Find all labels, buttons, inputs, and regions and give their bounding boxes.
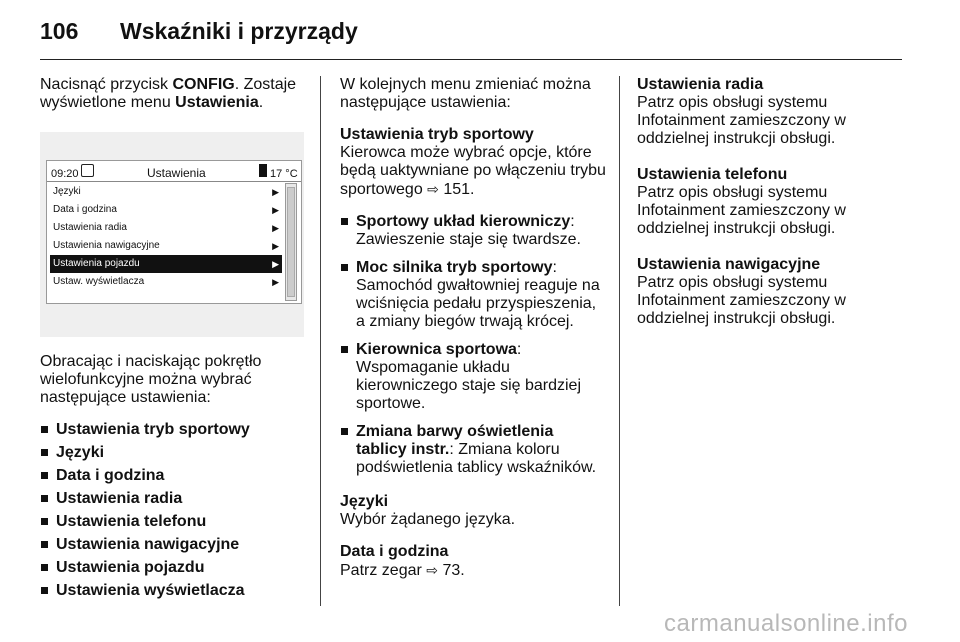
header-rule (40, 59, 902, 60)
page-title: Wskaźniki i przyrządy (120, 17, 358, 44)
languages-heading: Języki (340, 493, 389, 510)
chevron-right-icon: ▶ (272, 223, 279, 233)
screen-menu-item[interactable]: Ustawienia radia ▶ (50, 219, 282, 237)
date-section: Data i godzina Patrz zegar ⇨ 73. (340, 543, 606, 580)
clock-icon (81, 164, 94, 177)
screen-menu-list (50, 183, 282, 291)
page-header (40, 14, 920, 48)
intro-paragraph: Nacisnąć przycisk CONFIG. Zostaje wyświetlone menu Ustawienia. (40, 76, 297, 111)
list-item: Ustawienia telefonu (40, 513, 315, 531)
sport-section: Ustawienia tryb sportowy Kierowca może wybrać opcje, które będą uaktywniane po włączeniu trybu sportowego ⇨ 151. (340, 126, 606, 198)
list-item: Ustawienia radia (40, 490, 315, 508)
list-item: Data i godzina (40, 467, 315, 485)
list-item: Ustawienia wyświetlacza (40, 582, 315, 600)
page-ref-icon: ⇨ (426, 562, 438, 578)
screen-scrollbar[interactable] (285, 183, 297, 301)
chevron-right-icon: ▶ (272, 187, 279, 197)
watermark: carmanualsonline.info (664, 610, 908, 637)
phone-heading: Ustawienia telefonu (637, 166, 788, 183)
screen-temperature: 17 °C (270, 168, 298, 180)
chevron-right-icon: ▶ (272, 259, 279, 269)
navigation-section: Ustawienia nawigacyjne Patrz opis obsługi systemu Infotainment zamieszczony w oddzielnej instrukcji obsługi. (637, 256, 909, 328)
screen-menu-item[interactable]: Ustawienia nawigacyjne ▶ (50, 237, 282, 255)
radio-section: Ustawienia radia Patrz opis obsługi systemu Infotainment zamieszczony w oddzielnej instrukcji obsługi. (637, 76, 909, 148)
list-item: Kierownica sportowa: Wspomaganie układu kierowniczego staje się bardziej sportowe. (340, 341, 606, 413)
languages-section: Języki Wybór żądanego języka. (340, 493, 606, 529)
phone-section: Ustawienia telefonu Patrz opis obsługi systemu Infotainment zamieszczony w oddzielnej instrukcji obsługi. (637, 166, 909, 238)
list-item: Ustawienia nawigacyjne (40, 536, 315, 554)
chevron-right-icon: ▶ (272, 277, 279, 287)
sport-heading: Ustawienia tryb sportowy (340, 126, 534, 143)
chevron-right-icon: ▶ (272, 241, 279, 251)
thermometer-icon (259, 164, 267, 177)
screen-time: 09:20 (51, 168, 79, 180)
list-item: Języki (40, 444, 315, 462)
screen-menu-item[interactable]: Data i godzina ▶ (50, 201, 282, 219)
column-divider-1 (320, 76, 321, 606)
column-1 (40, 76, 315, 605)
screen-menu-item[interactable]: Języki ▶ (50, 183, 282, 201)
settings-bullet-list (40, 421, 315, 600)
column-divider-2 (619, 76, 620, 606)
list-item: Zmiana barwy oświetlenia tablicy instr.: Zmiana koloru podświetlenia tablicy wskaźników. (340, 423, 606, 477)
screen-menu-item-selected[interactable]: Ustawienia pojazdu ▶ (50, 255, 282, 273)
list-item: Sportowy układ kierowniczy: Zawieszenie staje się twardsze. (340, 213, 606, 249)
chevron-right-icon: ▶ (272, 205, 279, 215)
list-item: Ustawienia pojazdu (40, 559, 315, 577)
list-item: Ustawienia tryb sportowy (40, 421, 315, 439)
radio-heading: Ustawienia radia (637, 76, 764, 93)
column-2 (340, 76, 606, 594)
page-ref-icon: ⇨ (427, 181, 439, 197)
column-3 (637, 76, 909, 342)
selection-paragraph: Obracając i naciskając pokrętło wielofunkcyjne można wybrać następujące ustawienia: (40, 353, 262, 406)
col2-intro: W kolejnych menu zmieniać można następujące ustawienia: (340, 76, 591, 111)
navigation-heading: Ustawienia nawigacyjne (637, 256, 821, 273)
list-item: Moc silnika tryb sportowy: Samochód gwałtowniej reaguje na wciśnięcia pedału przyspieszenia, a zmiany biegów trwają krócej. (340, 259, 606, 331)
screen-scrollbar-thumb[interactable] (287, 187, 295, 297)
screen-title: Ustawienia (147, 166, 206, 180)
display-screen (46, 160, 302, 304)
page-number: 106 (40, 17, 79, 44)
date-heading: Data i godzina (340, 543, 449, 560)
screen-status-bar (47, 161, 301, 182)
sport-options-list (340, 213, 606, 477)
screen-menu-item[interactable]: Ustaw. wyświetlacza ▶ (50, 273, 282, 291)
settings-screen-figure (40, 132, 304, 337)
